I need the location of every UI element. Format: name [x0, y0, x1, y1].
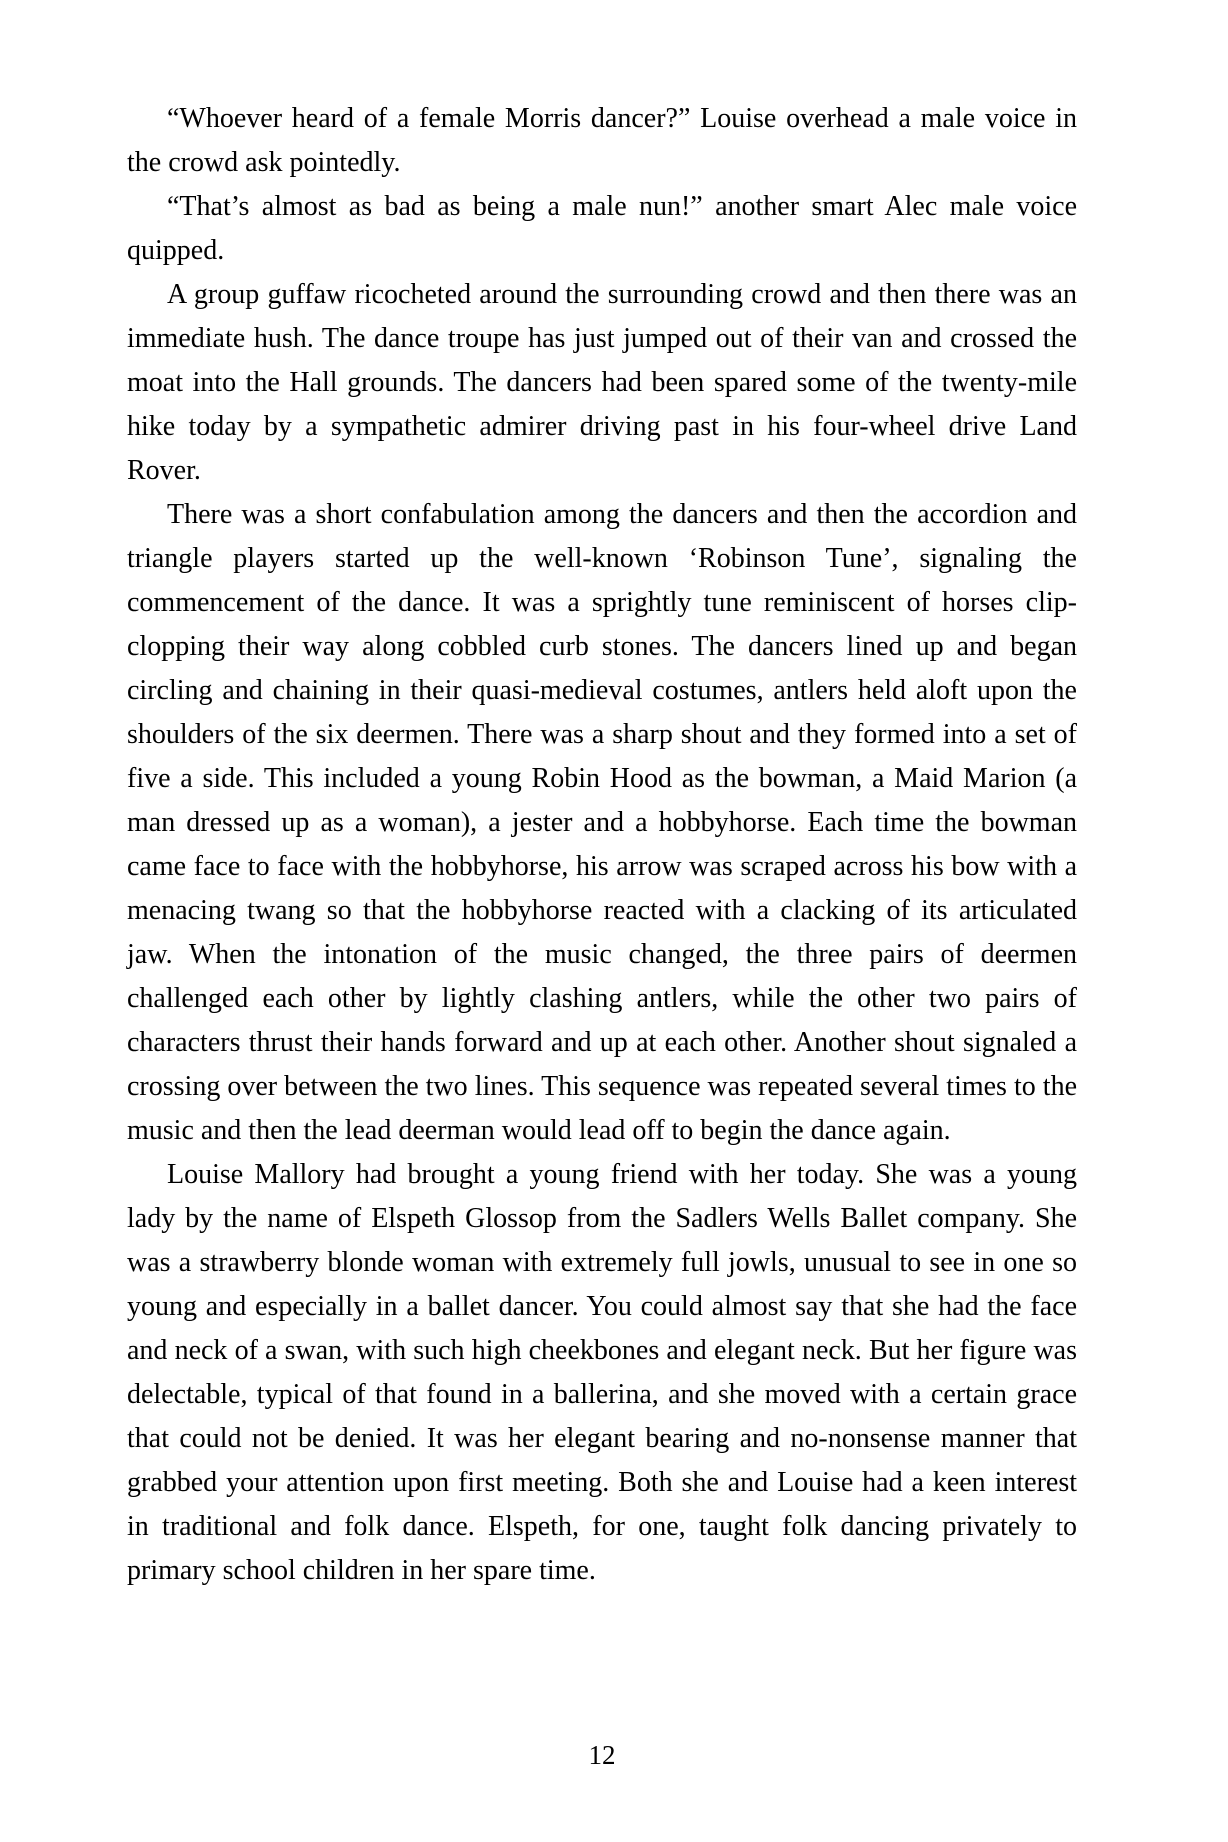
paragraph: “Whoever heard of a female Morris dancer?” Louise overhead a male voice in the crowd ask pointedly. — [127, 103, 1077, 178]
paragraph: A group guffaw ricocheted around the surrounding crowd and then there was an immediate hush. The dance troupe has just jumped out of their van and crossed the moat into the Hall grounds. The dancers had been spared some of the twenty-mile hike today by a sympathetic admirer driving past in his four-wheel drive Land Rover. — [127, 279, 1077, 486]
body-text — [127, 97, 1077, 1593]
page-footer — [127, 1733, 1077, 1777]
page-number: 12 — [588, 1740, 616, 1770]
paragraph: Louise Mallory had brought a young friend with her today. She was a young lady by the name of Elspeth Glossop from the Sadlers Wells Ballet company. She was a strawberry blonde woman with extremely full jowls, unusual to see in one so young and especially in a ballet dancer. You could almost say that she had the face and neck of a swan, with such high cheekbones and elegant neck. But her figure was delectable, typical of that found in a ballerina, and she moved with a certain grace that could not be denied. It was her elegant bearing and no-nonsense manner that grabbed your attention upon first meeting. Both she and Louise had a keen interest in traditional and folk dance. Elspeth, for one, taught folk dancing privately to primary school children in her spare time. — [127, 1159, 1077, 1586]
paragraph: There was a short confabulation among the dancers and then the accordion and triangle players started up the well-known ‘Robinson Tune’, signaling the commencement of the dance. It was a sprightly tune reminiscent of horses clip-clopping their way along cobbled curb stones. The dancers lined up and began circling and chaining in their quasi-medieval costumes, antlers held aloft upon the shoulders of the six deermen. There was a sharp shout and they formed into a set of five a side. This included a young Robin Hood as the bowman, a Maid Marion (a man dressed up as a woman), a jester and a hobbyhorse. Each time the bowman came face to face with the hobbyhorse, his arrow was scraped across his bow with a menacing twang so that the hobbyhorse reacted with a clacking of its articulated jaw. When the intonation of the music changed, the three pairs of deermen challenged each other by lightly clashing antlers, while the other two pairs of characters thrust their hands forward and up at each other. Another shout signaled a crossing over between the two lines. This sequence was repeated several times to the music and then the lead deerman would lead off to begin the dance again. — [127, 499, 1077, 1146]
paragraph: “That’s almost as bad as being a male nun!” another smart Alec male voice quipped. — [127, 191, 1077, 266]
